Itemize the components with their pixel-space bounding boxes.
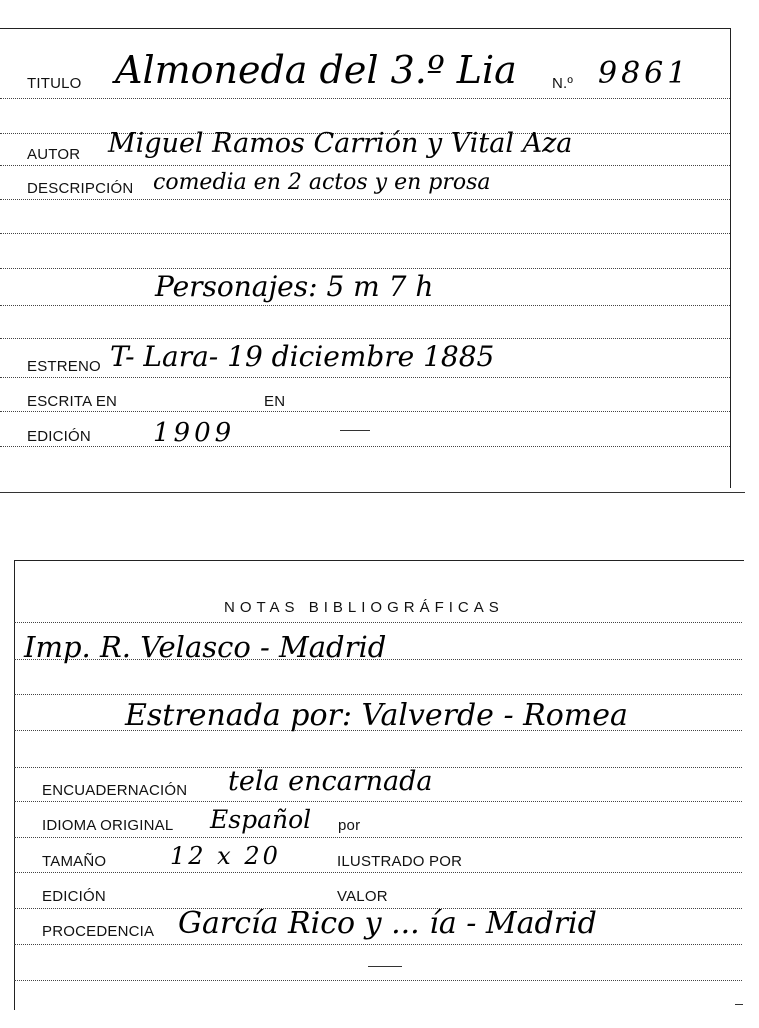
- ink-stroke: [368, 966, 402, 967]
- value-encuadernacion: tela encarnada: [228, 766, 433, 797]
- label-procedencia: PROCEDENCIA: [42, 923, 155, 940]
- ruled-line: [0, 338, 730, 339]
- ruled-line: [0, 98, 730, 99]
- label-encuadernacion: ENCUADERNACIÓN: [42, 782, 188, 799]
- ruled-line: [14, 837, 742, 838]
- value-tamano: 12 x 20: [170, 842, 281, 870]
- catalog-card-main: [0, 28, 731, 488]
- ruled-line: [14, 872, 742, 873]
- notes-heading: NOTAS BIBLIOGRÁFICAS: [224, 599, 504, 616]
- label-edicion-notas: EDICIÓN: [42, 888, 106, 905]
- ruled-line: [0, 233, 730, 234]
- card-divider: [0, 492, 745, 493]
- ruled-line: [0, 411, 730, 412]
- ruled-line: [0, 446, 730, 447]
- ink-stroke: [340, 430, 370, 431]
- label-estreno: ESTRENO: [27, 358, 101, 375]
- ink-stroke: [735, 1004, 743, 1005]
- value-procedencia: García Rico y ... ía - Madrid: [178, 906, 597, 941]
- ruled-line: [14, 980, 742, 981]
- label-edicion: EDICIÓN: [27, 428, 91, 445]
- label-ilustrado-por: ILUSTRADO POR: [337, 853, 463, 870]
- ruled-line: [14, 622, 742, 623]
- value-personajes: Personajes: 5 m 7 h: [155, 270, 434, 303]
- label-descripcion: DESCRIPCIÓN: [27, 180, 134, 197]
- value-descripcion: comedia en 2 actos y en prosa: [153, 170, 491, 195]
- value-idioma-original: Español: [210, 805, 312, 834]
- ruled-line: [0, 199, 730, 200]
- label-numero: N.º: [552, 75, 574, 92]
- value-edicion: 1909: [153, 418, 236, 448]
- label-autor: AUTOR: [27, 146, 81, 163]
- ruled-line: [0, 377, 730, 378]
- label-escrita-en: ESCRITA EN: [27, 393, 118, 410]
- label-titulo: TITULO: [27, 75, 82, 92]
- ruled-line: [0, 305, 730, 306]
- label-valor: VALOR: [337, 888, 388, 905]
- label-tamano: TAMAÑO: [42, 853, 107, 870]
- label-idioma-original: IDIOMA ORIGINAL: [42, 817, 174, 834]
- value-autor: Miguel Ramos Carrión y Vital Aza: [108, 128, 573, 159]
- ruled-line: [0, 165, 730, 166]
- value-estreno: T- Lara- 19 diciembre 1885: [110, 340, 495, 373]
- ruled-line: [14, 694, 742, 695]
- label-por: por: [338, 817, 361, 834]
- value-nota-1: Imp. R. Velasco - Madrid: [24, 630, 387, 664]
- label-en: EN: [264, 393, 286, 410]
- ruled-line: [0, 268, 730, 269]
- value-nota-2: Estrenada por: Valverde - Romea: [125, 698, 628, 733]
- ruled-line: [14, 944, 742, 945]
- value-numero: 9861: [598, 56, 691, 91]
- ruled-line: [14, 801, 742, 802]
- value-titulo: Almoneda del 3.º Lia: [115, 48, 517, 92]
